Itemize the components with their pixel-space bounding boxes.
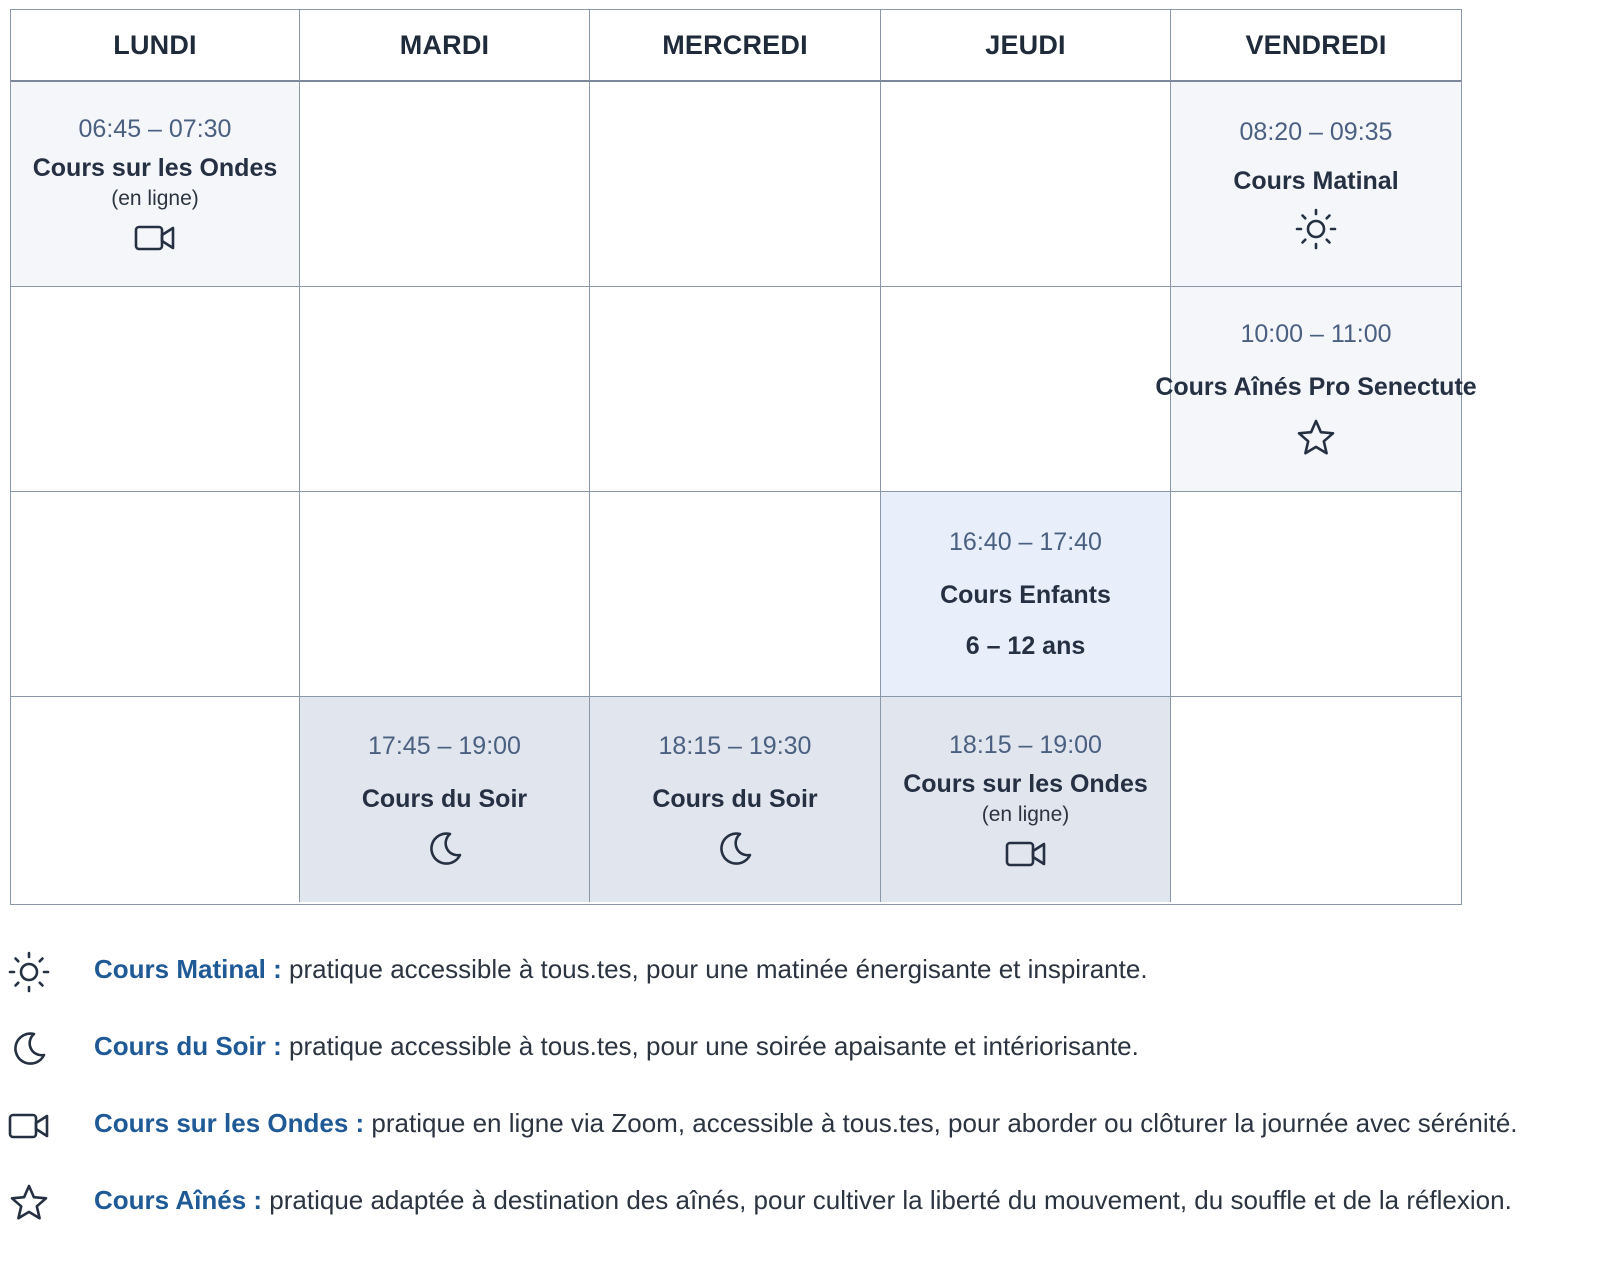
star-icon: [9, 1183, 49, 1223]
video-camera-icon: [1005, 839, 1047, 869]
class-age-range: 6 – 12 ans: [965, 631, 1086, 660]
empty-cell: [881, 82, 1171, 287]
class-cell-mardi-soir: [300, 697, 590, 902]
moon-icon: [10, 1030, 48, 1068]
legend-item-matinal: [8, 945, 1598, 1022]
class-time: 10:00 – 11:00: [1240, 320, 1392, 348]
empty-cell: [1171, 697, 1461, 902]
legend-description: pratique en ligne via Zoom, accessible à tous.tes, pour aborder ou clôturer la journée avec sérénité.: [364, 1108, 1518, 1138]
class-cell-vendredi-matinal: [1171, 82, 1461, 287]
class-cell-jeudi-ondes: [881, 697, 1171, 902]
empty-cell: [11, 287, 300, 492]
empty-cell: [590, 287, 881, 492]
class-cell-lundi-ondes: [11, 82, 300, 287]
empty-cell: [590, 82, 881, 287]
class-time: 06:45 – 07:30: [78, 115, 232, 143]
legend-name: Cours du Soir :: [94, 1031, 282, 1061]
class-title: Cours sur les Ondes: [903, 769, 1148, 798]
legend: [8, 945, 1598, 1253]
legend-name: Cours Matinal :: [94, 954, 282, 984]
empty-cell: [300, 82, 590, 287]
empty-cell: [11, 492, 300, 697]
empty-cell: [881, 287, 1171, 492]
sun-icon: [8, 951, 50, 993]
class-title: Cours Enfants: [940, 580, 1111, 609]
class-time: 16:40 – 17:40: [949, 527, 1102, 556]
day-header-mercredi: MERCREDI: [590, 10, 881, 82]
class-time: 18:15 – 19:30: [658, 731, 812, 760]
class-cell-jeudi-enfants: [881, 492, 1171, 697]
empty-cell: [300, 492, 590, 697]
moon-icon: [426, 830, 464, 868]
day-header-lundi: LUNDI: [11, 10, 300, 82]
class-subtitle: (en ligne): [981, 802, 1070, 826]
class-time: 08:20 – 09:35: [1239, 118, 1393, 146]
day-header-mardi: MARDI: [300, 10, 590, 82]
legend-name: Cours sur les Ondes :: [94, 1108, 365, 1138]
legend-item-soir: [8, 1022, 1598, 1099]
sun-icon: [1295, 208, 1337, 250]
legend-name: Cours Aînés :: [94, 1185, 263, 1215]
legend-description: pratique accessible à tous.tes, pour une soirée apaisante et intériorisante.: [281, 1031, 1139, 1061]
legend-description: pratique accessible à tous.tes, pour une matinée énergisante et inspirante.: [281, 954, 1148, 984]
video-camera-icon: [134, 223, 176, 253]
day-header-vendredi: VENDREDI: [1171, 10, 1461, 82]
class-cell-mercredi-soir: [590, 697, 881, 902]
legend-description: pratique adaptée à destination des aînés, pour cultiver la liberté du mouvement, du souffle et de la réflexion.: [262, 1185, 1512, 1215]
schedule-grid: [11, 10, 1477, 904]
schedule-table: [10, 9, 1477, 905]
class-subtitle: (en ligne): [111, 187, 199, 210]
empty-cell: [11, 697, 300, 902]
moon-icon: [716, 830, 754, 868]
class-title: Cours du Soir: [652, 784, 818, 813]
empty-cell: [590, 492, 881, 697]
legend-item-ondes: [8, 1099, 1598, 1176]
class-title: Cours du Soir: [361, 784, 528, 813]
legend-item-aines: [8, 1176, 1598, 1253]
video-camera-icon: [8, 1111, 50, 1141]
empty-cell: [1171, 492, 1461, 697]
class-cell-vendredi-aines: [1155, 287, 1477, 492]
day-header-jeudi: JEUDI: [881, 10, 1171, 82]
class-time: 17:45 – 19:00: [368, 731, 521, 760]
class-title: Cours Aînés Pro Senectute: [1155, 373, 1477, 401]
class-time: 18:15 – 19:00: [949, 730, 1102, 759]
class-title: Cours sur les Ondes: [32, 154, 278, 182]
star-icon: [1296, 418, 1336, 458]
empty-cell: [300, 287, 590, 492]
class-title: Cours Matinal: [1233, 167, 1399, 195]
